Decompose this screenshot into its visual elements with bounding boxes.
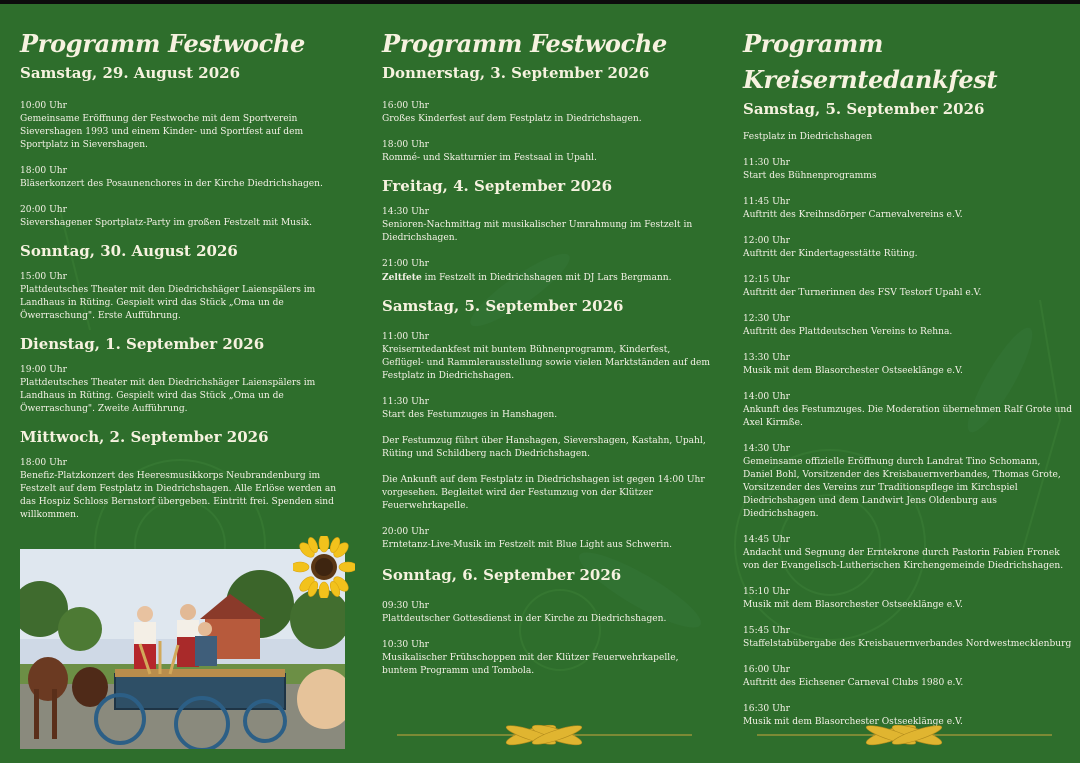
event: 20:00 Uhr Erntetanz-Live-Musik im Festzelt mit Blue Light aus Schwerin. [382,527,673,550]
event: 10:30 Uhr Musikalischer Frühschoppen mit der Klützer Feuerwehrkapelle, buntem Programm und Tombola. [382,640,679,676]
day-block [20,333,345,416]
day-heading: Samstag, 5. September 2026 [743,100,985,118]
wheat-divider-icon [757,722,1052,748]
event: 14:45 Uhr Andacht und Segnung der Erntekrone durch Pastorin Fabien Fronek von der Evangelisch-Lutherischen Kirchengemeinde Diedrichshagen. [743,535,1064,571]
event: 14:30 Uhr Senioren-Nachmittag mit musikalischer Umrahmung im Festzelt in Diedrichshagen. [382,207,693,243]
day-heading: Samstag, 29. August 2026 [20,64,241,82]
day-block [20,426,345,522]
column-festwoche-1 [20,26,345,522]
event-note: Der Festumzug führt über Hanshagen, Sievershagen, Kastahn, Upahl, Rüting und Schildberg nach Diedrichshagen. [382,436,706,459]
event: 11:30 Uhr Start des Bühnenprogramms [743,158,877,181]
sunflower-icon [293,536,355,598]
day-block [382,62,712,165]
event: 11:00 Uhr Kreiserntedankfest mit buntem Bühnenprogramm, Kinderfest, Geflügel- und Rammlerausstellung sowie vielen Marktständen auf dem Festplatz in Diedrichshagen. [382,332,711,381]
event: 16:00 Uhr Großes Kinderfest auf dem Festplatz in Diedrichshagen. [382,101,642,124]
event: 14:00 Uhr Ankunft des Festumzuges. Die Moderation übernehmen Ralf Grote und Axel Kirmße. [743,392,1073,428]
event: 18:00 Uhr Bläserkonzert des Posaunenchores in der Kirche Diedrichshagen. [20,166,323,189]
event: 11:45 Uhr Auftritt des Kreihnsdörper Carnevalvereins e.V. [743,197,963,220]
event-location: Festplatz in Diedrichshagen [743,132,873,142]
day-heading: Sonntag, 6. September 2026 [382,566,622,584]
wheat-divider-icon [397,722,692,748]
event: 09:30 Uhr Plattdeutscher Gottesdienst in der Kirche zu Diedrichshagen. [382,601,667,624]
event: 19:00 Uhr Plattdeutsches Theater mit den Diedrichshäger Laienspälers im Landhaus in Rüting. Gespielt wird das Stück „Oma un de Öwerraschung". Zweite Aufführung. [20,365,316,414]
day-block [382,295,712,552]
day-block [382,175,712,285]
day-heading: Mittwoch, 2. September 2026 [20,428,269,446]
event: 12:15 Uhr Auftritt der Turnerinnen des FSV Testorf Upahl e.V. [743,275,982,298]
day-block [20,240,345,323]
column-kreiserntedankfest [743,26,1073,729]
event: 20:00 Uhr Sievershagener Sportplatz-Party im großen Festzelt mit Musik. [20,205,312,228]
event: 14:30 Uhr Gemeinsame offizielle Eröffnung durch Landrat Tino Schomann, Daniel Bohl, Vorsitzender des Kreisbauernverbandes, Thomas Grote, Vorsitzender des Vereins zur Traditionspflege im Kirchspiel Diedrichshagen und dem Landwirt Jens Oldenburg aus Diedrichshagen. [743,444,1061,519]
event: 12:30 Uhr Auftritt des Plattdeutschen Vereins to Rehna. [743,314,953,337]
event-note: Die Ankunft auf dem Festplatz in Diedrichshagen ist gegen 14:00 Uhr vorgesehen. Begleitet wird der Festumzug von der Klützer Feuerwehrkapelle. [382,475,705,511]
day-heading: Donnerstag, 3. September 2026 [382,64,650,82]
event: 12:00 Uhr Auftritt der Kindertagesstätte Rüting. [743,236,918,259]
event: 10:00 Uhr Gemeinsame Eröffnung der Festwoche mit dem Sportverein Sievershagen 1993 und einem Kinder- und Sportfest auf dem Sportplatz in Sievershagen. [20,101,304,150]
day-heading: Dienstag, 1. September 2026 [20,335,265,353]
event: 13:30 Uhr Musik mit dem Blasorchester Ostseeklänge e.V. [743,353,963,376]
day-block [382,564,712,678]
day-heading: Freitag, 4. September 2026 [382,177,613,195]
column-title: Programm Festwoche [382,29,668,58]
event: 16:00 Uhr Auftritt des Eichsener Carneval Clubs 1980 e.V. [743,665,964,688]
event: 18:00 Uhr Benefiz-Platzkonzert des Heeresmusikkorps Neubrandenburg im Festzelt auf dem Festplatz in Diedrichshagen. Alle Erlöse werden an das Hospiz Schloss Bernstorf übergeben. Eintritt frei. Spenden sind willkommen. [20,458,337,520]
column-festwoche-2 [382,26,712,678]
event: 21:00 Uhr Zeltfete im Festzelt in Diedrichshagen mit DJ Lars Bergmann. [382,259,672,283]
day-heading: Samstag, 5. September 2026 [382,297,624,315]
event: 16:30 Uhr Musik mit dem Blasorchester Ostseeklänge e.V. [743,704,963,727]
column-title: Programm Festwoche [20,29,306,58]
event: 15:10 Uhr Musik mit dem Blasorchester Ostseeklänge e.V. [743,587,963,610]
column-title: Programm Kreiserntedankfest [743,29,998,94]
event: 11:30 Uhr Start des Festumzuges in Hanshagen. [382,397,558,420]
event: 15:00 Uhr Plattdeutsches Theater mit den Diedrichshäger Laienspälers im Landhaus in Rüting. Gespielt wird das Stück „Oma un de Öwerraschung". Erste Aufführung. [20,272,316,321]
day-block [743,98,1073,729]
event: 18:00 Uhr Rommé- und Skatturnier im Festsaal in Upahl. [382,140,597,163]
day-heading: Sonntag, 30. August 2026 [20,242,238,260]
event: 15:45 Uhr Staffelstabübergabe des Kreisbauernverbandes Nordwestmecklenburg [743,626,1072,649]
day-block [20,62,345,230]
